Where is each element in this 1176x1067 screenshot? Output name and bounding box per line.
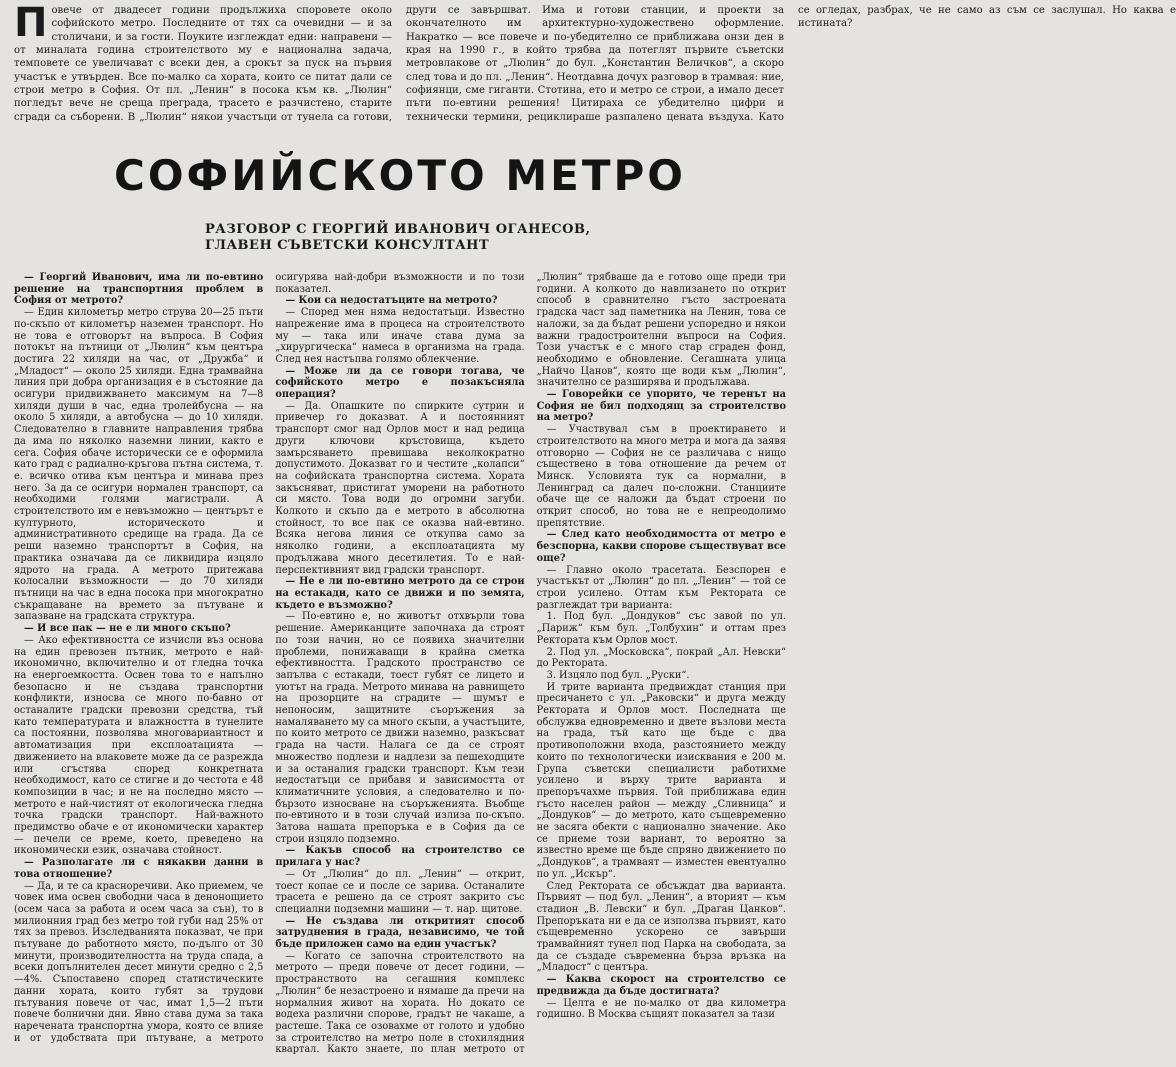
interview-answer: 2. Под ул. „Московска“, покрай „Ал. Невски“ до Ректората. [536,646,786,670]
interview-question: — Говорейки се упорито, че теренът на София не бил подходящ за строителство на метро? [536,389,786,424]
interview-question: — Не създава ли откритият способ затруднения в града, независимо, че той бъде приложен само на един участък? [275,915,525,951]
interview-answer: — По-евтино е, но животът отхвърли това решение. Американците започнаха да строят по този начин, но се появиха значителни проблеми, понижаващи в крайна сметка ефективността. Градското пространство се запълва с естакади, тоест губят се лицето и уютът на града. Метрото минава на равнището на прозорците на сградите — шумът е непоносим, защитните съоръжения за намаляването му са много скъпи, а участъците, по които метрото се движи наземно, разкъсват града на части. Налага се да се строят множество подлези и надлези за пешеходците и за останалия градски транспорт. Към тези недостатъци се прибавя и зависимостта от климатичните условия, а следователно и по-бързото износване на съоръженията. Въобще по-евтиното и в този случай излиза по-скъпо. Затова нашата препоръка е в София да се строи изцяло подземно. [275,611,525,845]
interview-question: — Каква скорост на строителство се предвижда да бъде достигната? [536,974,786,997]
interview-answer: — Главно около трасетата. Безспорен е участъкът от „Люлин“ до пл. „Ленин“ — той се строи усилено. Оттам към Ректората се разглеждат три варианта: [536,564,786,611]
interview-answer: — Един километър метро струва 20—25 пъти по-скъпо от километър наземен транспорт. Но не това е отговорът на въпроса. В София потокът на пътници от „Люлин“ към центъра достига 22 хиляди на час, от „Дружба“ и „Младост“ — около 25 хиляди. Една трамвайна линия при добра организация е в състояние да осигури придвижването максимум на 7—8 хиляди души в час, една тролейбусна — на около 5 хиляди, а автобусна — до 10 хиляди. Следователно в главните направления трябва да има по няколко наземни линии, както е сега. София обаче исторически се е оформила като град с радиално-кръгова пътна система, т. е. всичко отива към центъра и минава през него. За да се осигури нормален транспорт, са необходими голями магистрали. А строителството им е невъзможно — центърът е културното, историческото и административното средище на града. Да се реши наземно транспортът в София, на практика означава да се ликвидира изцяло ядрото на града. А метрото притежава колосални възможности — до 70 хиляди пътници на час в една посока при многократно съкращаване на времето за пътуване и запазване на градската структура. [14,307,264,623]
interview-answer: — От „Люлин“ до пл. „Ленин“ — открит, тоест копае се и после се зарива. Останалите трасета е решено да се строят закрито със специални подземни машини — т. нар. щитове. [275,868,525,915]
interview-answer: — Когато се започна строителството на метрото — преди повече от десет години, — пространството на сегашния комплекс „Люлин“ бе незастроено и нямаше да пречи на нормалния живот на хората. Но докато се водеха различни спорове, градът не чакаше, а растеше. Така се озовахме от голото и удобно за строителство на метро поле в стохилядния квартал. Както знаете, по план метрото от „Люлин“ трябваше да е готово още преди три години. А колкото до навлизането по открит способ в сравнително гъсто застроената градска част зад паметника на Ленин, това се наложи, за да бъдат решени успоредно и някои важни градостроителни въпроси на София. Този участък е с много стар сграден фонд, необходимо е обновление. Сегашната улица „Найчо Цанов“, която ще води към „Люлин“, значително се разширява и продължава. [275,272,786,1056]
intro-paragraph [14,0,1176,137]
interview-answer: И трите варианта предвиждат станция при пресичането с ул. „Раковски“ и друга между Ректората и Орлов мост. Последната ще обслужва едновременно и двете възлови места на града, тъй като ще бъде с два противоположни входа, разстоянието между които по технологически изисквания е 200 м. Група съветски специалисти работихме усилено и върху трите варианта и препоръчахме първия. Той приближава един гъсто населен район — между „Сливница“ и „Дондуков“ — до метрото, като същевременно не засяга обекти с национално значение. Ако се приеме този вариант, то вероятно за известно време ще бъде спряно движението по „Дондуков“, а трамваят — изместен евентуално по ул. „Искър“. [536,681,786,880]
interview-answer: — Ако ефективността се изчисли въз основа на един превозен пътник, метрото е най-икономично, включително и от гледна точка на енергоемкостта. Освен това то е напълно безопасно и не създава транспортни конфликти, износва се много по-бавно от останалите градски превозни средства, тъй като температурата и влажността в тунелите са постоянни, позволява многовариантност и автоматизация при експлоатацията — движението на влаковете може да се разрежда или сгъстява според конкретната необходимост, като се стигне и до честота е 48 композиции в час; и не на последно място — метрото е най-чистият от екологическа гледна точка градски транспорт. Най-важното предимство обаче е от икономически характер — печели се време, което, преведено на икономически език, означава стойност. [14,634,264,857]
interview-answer: — Целта е не по-малко от два километра годишно. В Москва същият показател за тази [536,997,786,1021]
article-body [14,272,786,1064]
interview-question: — Разполагате ли с някакви данни в това отношение? [14,857,264,880]
interview-answer: — Участвувал съм в проектирането и строителството на много метра и мога да заявя отговорно — София не се различава с нищо съществено в това отношение да речем от Минск. Условията тук са нормални, в Ленинград са далеч по-сложни. Станциите обаче ще се наложи да бъдат строени по открит способ, но това не е непреодолимо препятствие. [536,424,786,529]
intro-text [14,0,1176,137]
article-subtitle [205,222,765,254]
article-title: СОФИЙСКОТО МЕТРО [114,151,686,200]
interview-question: — Не е ли по-евтино метрото да се строи на естакади, като се движи и по земята, където е възможно? [275,576,525,611]
interview-question: — Какъв способ на строителство се прилага у нас? [275,845,525,869]
intro-body: овече от двадесет години продължиха споровете около софийското метро. Последните от тях са очевидни — и за столичани, и за гости. Поуките изглеждат едни: направени — от миналата година строителството му е национална задача, темповете се увеличават с всеки ден, а срокът за пуск на първия участък е утвърден. Все по-малко са хората, които се питат дали се строи метро в София. От пл. „Ленин“ в посока към кв. „Люлин“ погледът вече не среща преграда, трасето е разчистено, старите сгради са съборени. В „Люлин“ някои участъци от тунела са готови, други се завършват. Има и готови станции, и проекти за окончателното им архитектурно-художествено оформление. Накратко — все повече и по-убедително се приближава онзи ден в края на 1990 г., в който трябва да потеглят първите съветски метровлакове от „Люлин“ до бул. „Константин Величков“, а скоро след това и до пл. „Ленин“. Неотдавна дочух разговор в трамвая: ние, софиянци, сме гиганти. Стотина, ето и метро се строи, а имало десет пъти по-евтини решения! Цитираха се убедително цифри и технически термини, рециклираше разпалено цената въздуха. Като се огледах, разбрах, че не само аз съм се заслушал. Но каква е истината? [14,5,1176,123]
interview-answer: — Според мен няма недостатъци. Известно напрежение има в процеса на строителството му — така или иначе става дума за „хирургическа“ намеса в организма на града. След нея настъпва голямо облекчение. [275,307,525,365]
interview-answer: 1. Под бул. „Дондуков“ със завой по ул. „Париж“ към бул. „Толбухин“ и оттам през Ректората към Орлов мост. [536,611,786,646]
interview-answer: — Да. Опашките по спирките сутрин и привечер го доказват. А и постоянният транспорт смог над Орлов мост и над редица други ключови кръстовища, където замърсяването превишава неколкократно допустимото. Доказват го и честите „колапси“ на софийската транспортна система. Хората закъсняват, пристигат уморени на работното си място. Това води до огромни загуби. Колкото и скъпо да е метрото в абсолютна стойност, то все пак се оказва най-евтино. Всяка негова линия се откупва само за няколко години, а експлоатацията му продължава много десетилетия. То е най-перспективният вид градски транспорт. [275,400,525,576]
subtitle-line-2: ГЛАВЕН СЪВЕТСКИ КОНСУЛТАНТ [205,238,490,253]
interview-question: — След като необходимостта от метро е безспорна, какви спорове съществуват все още? [536,529,786,564]
interview-answer: 3. Изцяло под бул. „Руски“. [546,669,690,681]
subtitle-line-1: РАЗГОВОР С ГЕОРГИЙ ИВАНОВИЧ ОГАНЕСОВ, [205,222,591,237]
interview-answer: — Да, и те са красноречиви. Ако приемем, че човек има освен свободни часа в денонощието (осем часа за работа и осем часа за сън), то в милионния град без метро той губи над 25% от тях за превоз. Изследванията показват, че при пътуване до работното място, по-дълго от 30 минути, производителността на труда спада, а всеки допълнителен десет минути средно с 2,5—4%. Съпоставено според статистическите данни хората, които губят за трудови пътувания повече от час, имат 1,5—2 пъти повече болнични дни. Явно става дума за така наречената транспортна умора, която се влияе и от удобствата при пътуване, а метрото осигурява най-добри възможности и по този показател. [14,272,525,1044]
interview-question: — Кои са недостатъците на метрото? [285,295,498,307]
interview-answer: След Ректората се обсъждат два варианта. Първият — под бул. „Ленин“, а вторият — към стадион „В. Левски“ и бул. „Драган Цанков“. Препоръката ни е да се използва първият, като същевременно ускорено се завърши трамвайният тунел под Парка на свободата, за да се създаде съвременна бърза връзка на „Младост“ с центъра. [536,880,786,974]
interview-question: — Може ли да се говори тогава, че софийското метро е позакъсняла операция? [275,365,525,401]
drop-cap: П [14,0,48,46]
interview-question: — Георгий Иванович, има ли по-евтино решение на транспортния проблем в София от метрото? [14,272,264,307]
interview-question: — И все пак — не е ли много скъпо? [24,623,231,635]
